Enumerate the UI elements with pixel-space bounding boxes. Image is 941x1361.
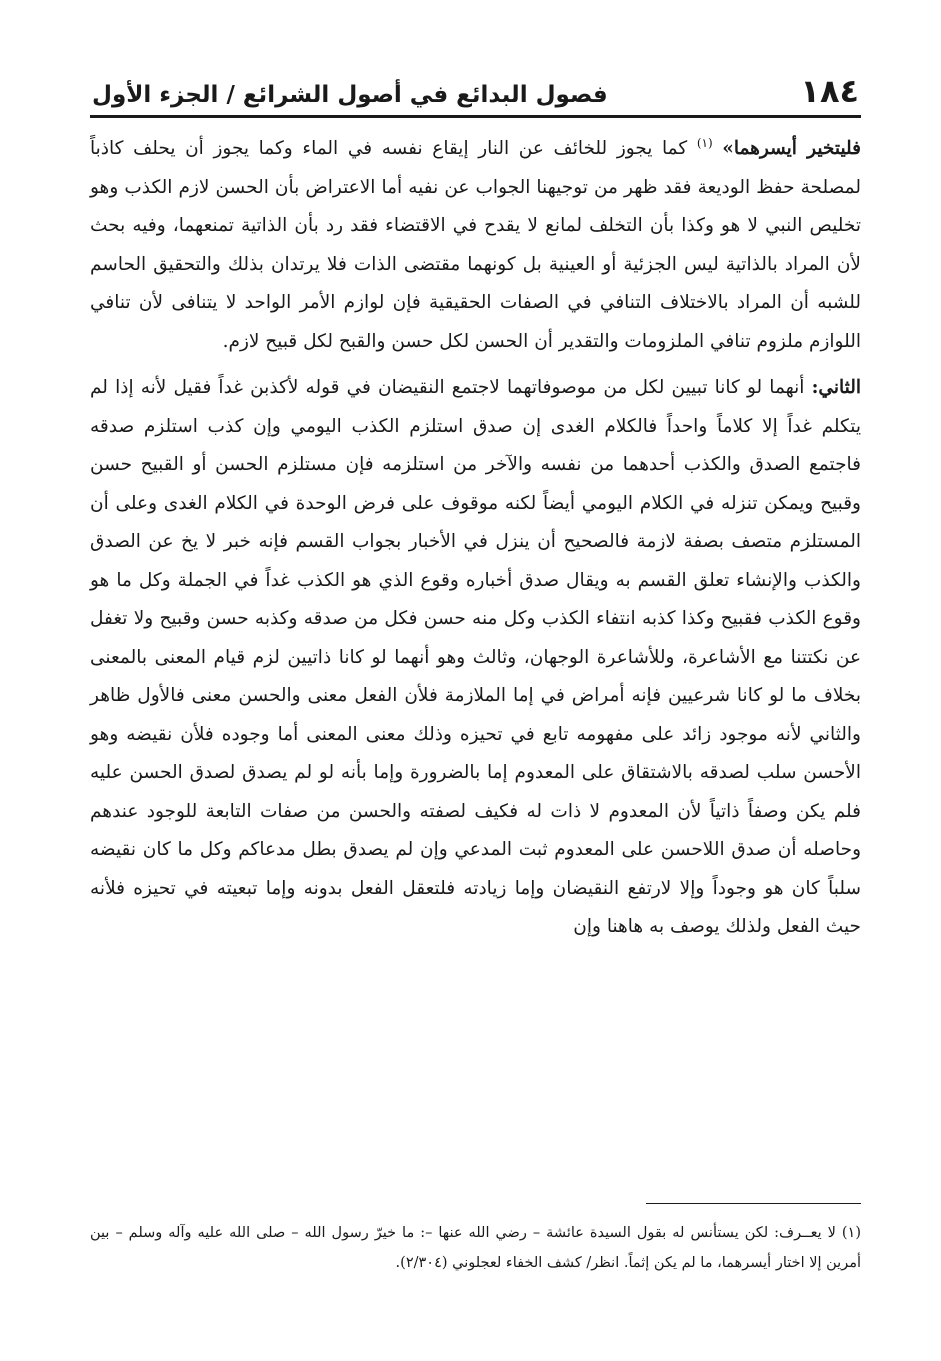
footnote-reference: (١): [696, 135, 713, 150]
paragraph-1: [90, 130, 861, 361]
footnote-separator: [646, 1203, 861, 1204]
paragraph-2: [90, 369, 861, 947]
page-number: ١٨٤: [800, 72, 859, 110]
paragraph-2-lead: الثاني:: [811, 377, 861, 398]
running-title: فصول البدائع في أصول الشرائع / الجزء الأول: [92, 82, 608, 108]
footnote-1: (١) لا يعــرف: لكن يستأنس له بقول السيدة عائشة – رضي الله عنها –: ما خيرّ رسول الله – صلى الله عليه وآله وسلم – بين أمرين إلا اختار أيسرهما، ما لم يكن إثماً. انظر/ كشف الخفاء لعجلوني (٢/٣٠٤).: [90, 1225, 861, 1271]
paragraph-1-text: كما يجوز للخائف عن النار إيقاع نفسه في الماء وكما يجوز أن يحلف كاذباً لمصلحة حفظ الوديعة فقد ظهر من توجيهنا الجواب عن نفيه أما الاعتراض بأن الحسن لازم الكذب وهو تخليص النبي لا هو وكذا بأن التخلف لمانع لا يقدح في الاقتضاء فقد رد بأن الذاتية تمنعهما، وفيه بحث لأن المراد بالذاتية ليس الجزئية أو العينية بل كونهما مقتضى الذات فلا يرتدان بذلك والتحقيق الحاسم للشبه أن المراد بالاختلاف التنافي في الصفات الحقيقية فإن لوازم الأمر الواحد لا يتنافى لأن تنافي اللوازم ملزوم تنافي الملزومات والتقدير أن الحسن لكل حسن والقبح لكل قبيح لازم.: [90, 138, 861, 352]
footnotes: [90, 1218, 861, 1278]
paragraph-2-text: أنهما لو كانا تبيين لكل من موصوفاتهما لاجتمع النقيضان في قوله لأكذبن غداً فقيل لأنه إذا لم يتكلم غداً إلا كلاماً واحداً فالكلام الغدى إن صدق استلزم الكذب اليومي وإن كذب استلزم صدقه فاجتمع الصدق والكذب أحدهما من نفسه والآخر من استلزمه فإن مستلزم الحسن أو القبيح حسن وقبيح ويمكن تنزله في الكلام اليومي أيضاً لكنه موقوف على فرض الوحدة في الكلام الغدى وعلى أن المستلزم متصف بصفة لازمة فالصحيح أن ينزل في الأخبار بجواب القسم فإنه خبر لا يخ عن الصدق والكذب والإنشاء تعلق القسم به ويقال صدق أخباره وقوع الذي هو الكذب غداً في الجملة وكل ما هو وقوع الكذب فقبيح وكذا كذبه انتفاء الكذب وكل منه حسن فكل من صدقه وكذبه حسن وقبيح ولا تغفل عن نكتتنا مع الأشاعرة، وللأشاعرة الوجهان، وثالث وهو أنهما لو كانا ذاتيين لزم قيام المعنى بالمعنى بخلاف ما لو كانا شرعيين فإنه أمراض في إما الملازمة فلأن الفعل معنى والحسن معنى فالأول ظاهر والثاني لأنه موجود زائد على مفهومه تابع في تحيزه وذلك معنى المعنى أما وجوده فلأن نقيضه وهو الأحسن سلب لصدقه بالاشتقاق على المعدوم إما بالضرورة وإما بأنه لو لم يصدق لصدق الحسن عليه فلم يكن وصفاً ذاتياً لأن المعدوم لا ذات له فكيف لصفته والحسن من صفات التابعة للوجود عندهم وحاصله أن صدق اللاحسن على المعدوم ثبت المدعي وإن لم يصدق بطل مدعاكم وكل ما كان نقيضه سلباً كان هو وجوداً وإلا لارتفع النقيضان وإما زيادته فلتعقل الفعل بدونه وإما تبعيته في تحيزه فلأنه حيث الفعل ولذلك يوصف به هاهنا وإن: [90, 377, 861, 937]
book-page: [90, 58, 861, 1348]
main-text: [90, 130, 861, 947]
paragraph-1-lead: فليتخير أيسرهما»: [722, 138, 861, 159]
page-header: [90, 58, 861, 118]
